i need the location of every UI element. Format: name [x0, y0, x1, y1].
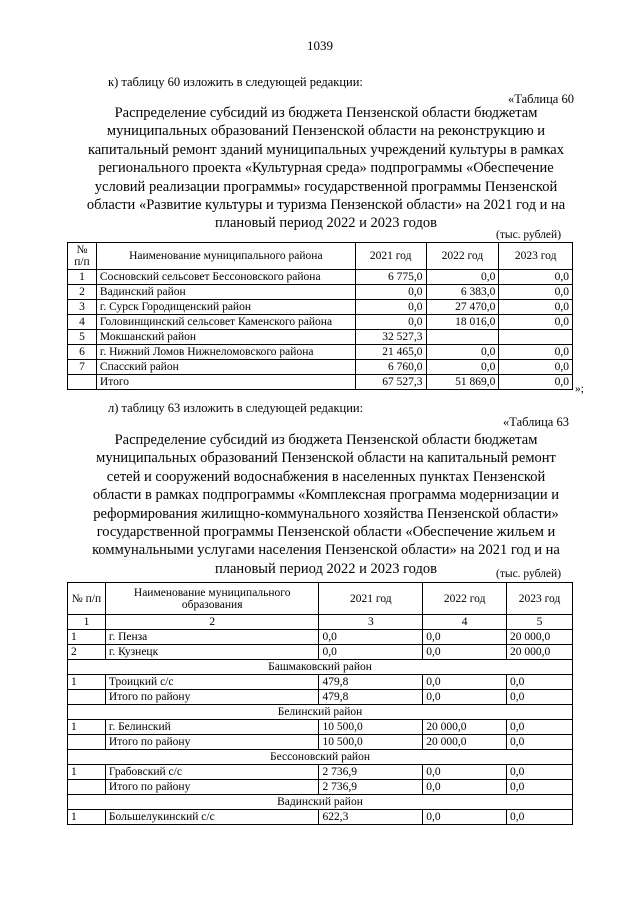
row-number: [68, 375, 97, 390]
row-name: Итого по району: [105, 690, 319, 705]
row-value: 0,0: [426, 360, 499, 375]
row-value: 20 000,0: [507, 645, 573, 660]
row-value: 0,0: [507, 690, 573, 705]
row-value: 20 000,0: [423, 720, 507, 735]
row-name: Итого по району: [105, 735, 319, 750]
row-value: 32 527,3: [355, 330, 426, 345]
row-number: 1: [68, 270, 97, 285]
row-name: Грабовский с/с: [105, 765, 319, 780]
row-value: 0,0: [355, 315, 426, 330]
row-number: 7: [68, 360, 97, 375]
district-group-row: [68, 795, 573, 810]
row-value: 0,0: [499, 270, 573, 285]
row-name: г. Нижний Ломов Нижнеломовского района: [96, 345, 355, 360]
title-line: государственной программы Пензенской области «Обеспечение жильем и: [96, 524, 556, 541]
column-number: 3: [319, 615, 423, 630]
table-row: [68, 360, 573, 375]
row-name: Сосновский сельсовет Бессоновского района: [96, 270, 355, 285]
row-value: 0,0: [319, 645, 423, 660]
row-value: 2 736,9: [319, 780, 423, 795]
table-row: [68, 300, 573, 315]
row-value: 0,0: [507, 810, 573, 825]
table-60-title: [66, 104, 586, 233]
title-line: плановый период 2022 и 2023 годов: [215, 560, 437, 577]
row-name: Троицкий с/с: [105, 675, 319, 690]
row-value: 0,0: [426, 270, 499, 285]
table-row: [68, 735, 573, 750]
row-number: 2: [68, 645, 106, 660]
district-group-row: [68, 750, 573, 765]
row-value: 0,0: [507, 735, 573, 750]
row-value: 0,0: [499, 360, 573, 375]
table-row: [68, 375, 573, 390]
row-value: 0,0: [499, 345, 573, 360]
column-number: 2: [105, 615, 319, 630]
row-value: 6 383,0: [426, 285, 499, 300]
row-name: Большелукинский с/с: [105, 810, 319, 825]
table-row: [68, 630, 573, 645]
row-name: Головинщинский сельсовет Каменского района: [96, 315, 355, 330]
title-line: муниципальных образований Пензенской области на реконструкцию и: [106, 123, 546, 140]
title-line: регионального проекта «Культурная среда» подпрограммы «Обеспечение: [98, 160, 554, 177]
table-row: [68, 330, 573, 345]
table-row: [68, 315, 573, 330]
row-value: 27 470,0: [426, 300, 499, 315]
section-l-intro: л) таблицу 63 изложить в следующей редакции:: [108, 401, 364, 415]
row-number: 5: [68, 330, 97, 345]
row-value: 6 760,0: [355, 360, 426, 375]
district-name: Башмаковский район: [68, 660, 573, 675]
table-row: [68, 720, 573, 735]
table-63: [67, 582, 573, 825]
header-cell: 2021 год: [319, 583, 423, 615]
row-value: 0,0: [499, 285, 573, 300]
table-row: [68, 765, 573, 780]
table-header-row: [68, 243, 573, 270]
header-cell: 2023 год: [499, 243, 573, 270]
row-value: 51 869,0: [426, 375, 499, 390]
row-number: [68, 780, 106, 795]
table-60-unit: (тыс. рублей): [496, 229, 562, 241]
title-line: условий реализации программы» государственной программы Пензенской: [94, 178, 558, 195]
row-value: 10 500,0: [319, 735, 423, 750]
table-header-row: [68, 583, 573, 615]
row-name: г. Кузнецк: [105, 645, 319, 660]
header-cell: 2022 год: [426, 243, 499, 270]
row-value: 0,0: [423, 675, 507, 690]
table-60-trailer: »;: [575, 383, 584, 395]
title-line: сетей и сооружений водоснабжения в населенных пунктах Пензенской: [106, 468, 546, 485]
district-name: Белинский район: [68, 705, 573, 720]
header-cell: 2021 год: [355, 243, 426, 270]
column-number-row: [68, 615, 573, 630]
table-row: [68, 675, 573, 690]
table-63-title: [66, 431, 586, 578]
row-number: 1: [68, 630, 106, 645]
title-line: области «Развитие культуры и туризма Пензенской области» на 2021 год и на: [86, 197, 566, 214]
row-number: 6: [68, 345, 97, 360]
row-value: 10 500,0: [319, 720, 423, 735]
row-number: 1: [68, 675, 106, 690]
row-value: 20 000,0: [507, 630, 573, 645]
row-name: г. Пенза: [105, 630, 319, 645]
table-60-ref: «Таблица 60: [508, 92, 574, 106]
row-value: 0,0: [426, 345, 499, 360]
row-value: 0,0: [423, 645, 507, 660]
title-line: Распределение субсидий из бюджета Пензенской области бюджетам: [114, 432, 538, 448]
table-row: [68, 690, 573, 705]
row-name: Спасский район: [96, 360, 355, 375]
section-k-intro: к) таблицу 60 изложить в следующей редакции:: [108, 75, 363, 89]
row-value: 0,0: [499, 300, 573, 315]
row-value: 479,8: [319, 675, 423, 690]
header-cell: № п/п: [68, 243, 97, 270]
row-value: 0,0: [319, 630, 423, 645]
header-cell: 2023 год: [507, 583, 573, 615]
title-line: Распределение субсидий из бюджета Пензенской области бюджетам: [114, 105, 538, 121]
row-number: 1: [68, 765, 106, 780]
row-name: г. Сурск Городищенский район: [96, 300, 355, 315]
row-number: 1: [68, 810, 106, 825]
table-row: [68, 285, 573, 300]
row-value: 67 527,3: [355, 375, 426, 390]
row-value: 0,0: [507, 765, 573, 780]
district-name: Бессоновский район: [68, 750, 573, 765]
row-value: 0,0: [423, 630, 507, 645]
table-63-unit: (тыс. рублей): [496, 568, 562, 580]
table-63-ref: «Таблица 63: [503, 415, 569, 429]
row-value: 0,0: [423, 690, 507, 705]
row-number: [68, 690, 106, 705]
row-value: 20 000,0: [423, 735, 507, 750]
district-group-row: [68, 660, 573, 675]
table-60: [67, 242, 573, 390]
row-value: 622,3: [319, 810, 423, 825]
row-value: [499, 330, 573, 345]
title-line: муниципальных образований Пензенской области на капитальный ремонт: [96, 450, 556, 467]
title-line: коммунальными услугами населения Пензенской области» на 2021 год и на: [92, 542, 560, 559]
row-value: 0,0: [499, 315, 573, 330]
title-line: области в рамках подпрограммы «Комплексная программа модернизации и: [92, 487, 560, 504]
row-value: 0,0: [355, 300, 426, 315]
table-row: [68, 780, 573, 795]
row-name: Итого: [96, 375, 355, 390]
district-name: Вадинский район: [68, 795, 573, 810]
row-name: Итого по району: [105, 780, 319, 795]
row-value: 0,0: [423, 810, 507, 825]
row-number: 3: [68, 300, 97, 315]
row-value: 6 775,0: [355, 270, 426, 285]
header-cell: Наименование муниципального образования: [105, 583, 319, 615]
table-row: [68, 345, 573, 360]
page-number: 1039: [307, 38, 333, 53]
row-number: 1: [68, 720, 106, 735]
row-number: 4: [68, 315, 97, 330]
row-value: 479,8: [319, 690, 423, 705]
column-number: 5: [507, 615, 573, 630]
row-value: 21 465,0: [355, 345, 426, 360]
row-value: 0,0: [423, 765, 507, 780]
row-value: 0,0: [507, 720, 573, 735]
row-value: 0,0: [423, 780, 507, 795]
column-number: 1: [68, 615, 106, 630]
row-number: [68, 735, 106, 750]
row-value: 18 016,0: [426, 315, 499, 330]
title-line: реформирования жилищно-коммунального хозяйства Пензенской области»: [93, 505, 559, 522]
column-number: 4: [423, 615, 507, 630]
table-row: [68, 270, 573, 285]
district-group-row: [68, 705, 573, 720]
row-value: 0,0: [507, 780, 573, 795]
row-value: 0,0: [355, 285, 426, 300]
table-row: [68, 810, 573, 825]
row-value: [426, 330, 499, 345]
header-cell: 2022 год: [423, 583, 507, 615]
header-cell: Наименование муниципального района: [96, 243, 355, 270]
row-value: 0,0: [499, 375, 573, 390]
row-value: 2 736,9: [319, 765, 423, 780]
header-cell: № п/п: [68, 583, 106, 615]
row-name: г. Белинский: [105, 720, 319, 735]
row-name: Мокшанский район: [96, 330, 355, 345]
table-row: [68, 645, 573, 660]
row-name: Вадинский район: [96, 285, 355, 300]
title-line: капитальный ремонт зданий муниципальных учреждений культуры в рамках: [87, 141, 564, 158]
row-value: 0,0: [507, 675, 573, 690]
row-number: 2: [68, 285, 97, 300]
title-line: плановый период 2022 и 2023 годов: [215, 215, 437, 232]
